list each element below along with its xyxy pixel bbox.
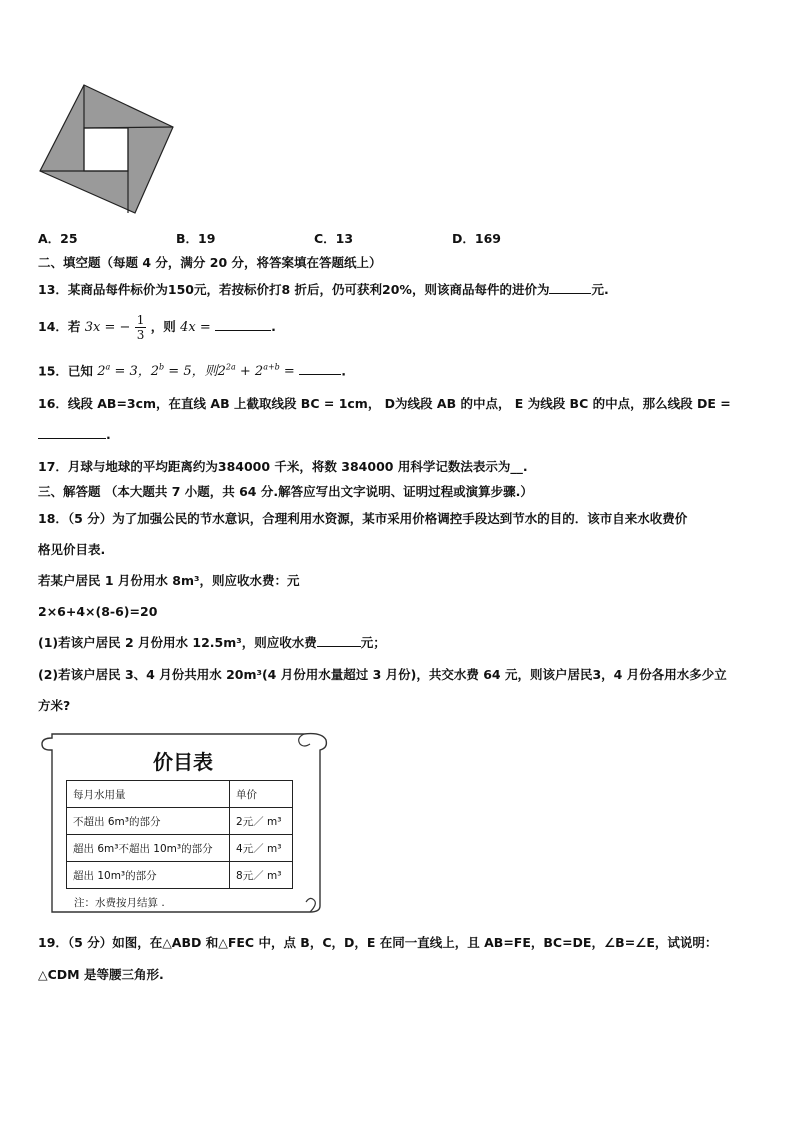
q18-part-2-line-1: (2)若该户居民 3、4 月份共用水 20m³(4 月份用水量超过 3 月份)，共交水费 64 元，则该户居民3，4 月份各用水多少立 xyxy=(38,667,727,682)
q15-suffix: . xyxy=(341,363,346,379)
q14-fraction-numerator: 1 xyxy=(136,313,145,327)
table-row xyxy=(67,835,293,862)
price-table xyxy=(66,780,293,889)
question-13 xyxy=(38,281,609,299)
q14-equation-right: 4x = xyxy=(180,320,211,335)
question-16-line-1: 16．线段 AB=3cm，在直线 AB 上截取线段 BC = 1cm， D为线段 AB 的中点， E 为线段 BC 的中点，那么线段 DE = xyxy=(38,396,731,411)
q18-part-1-text: (1)若该户居民 2 月份用水 12.5m³，则应收水费 xyxy=(38,635,317,650)
q15-term-3: $2^{2a}$ + xyxy=(217,363,255,380)
q15-prefix: 15．已知 xyxy=(38,363,93,379)
option-b: B．19 xyxy=(176,231,216,246)
price-table-title: 价目表 xyxy=(153,750,213,774)
q14-mid: ，则 xyxy=(150,319,176,334)
price-cell: 2元／ m³ xyxy=(230,808,293,835)
question-16-line-2 xyxy=(38,426,111,444)
question-14 xyxy=(38,312,276,343)
q13-answer-blank xyxy=(549,281,591,294)
usage-cell: 不超出 6m³的部分 xyxy=(67,808,230,835)
q18-line-3: 若某户居民 1 月份用水 8m³，则应收水费：元 xyxy=(38,573,300,588)
section-3-heading: 三、解答题 （本大题共 7 小题，共 64 分.解答应写出文字说明、证明过程或演算步骤.） xyxy=(38,484,533,499)
usage-cell: 超出 6m³不超出 10m³的部分 xyxy=(67,835,230,862)
question-15 xyxy=(38,359,346,381)
q18-part-1-suffix: 元； xyxy=(360,635,386,650)
q16-answer-blank xyxy=(38,426,106,439)
q14-prefix: 14．若 xyxy=(38,319,81,334)
table-row xyxy=(67,808,293,835)
q18-line-1: 18．（5 分）为了加强公民的节水意识，合理利用水资源，某市采用价格调控手段达到节水的目的．该市自来水收费价 xyxy=(38,511,688,526)
usage-cell: 超出 10m³的部分 xyxy=(67,862,230,889)
option-a: A．25 xyxy=(38,231,78,246)
q14-equation-left: 3x = − xyxy=(84,320,131,335)
price-cell: 8元／ m³ xyxy=(230,862,293,889)
question-17: 17．月球与地球的平均距离约为384000 千米，将数 384000 用科学记数法表示为__. xyxy=(38,459,528,474)
price-table-note: 注：水费按月结算 . xyxy=(74,897,165,909)
q18-part-2-line-2: 方米? xyxy=(38,698,71,713)
q18-part-1 xyxy=(38,634,386,652)
q19-line-2: △CDM 是等腰三角形. xyxy=(38,967,164,982)
q13-text: 13．某商品每件标价为150元，若按标价打8 折后，仍可获利20%，则该商品每件的进价为 xyxy=(38,282,550,297)
q15-term-2: $2^b = 5$，则 xyxy=(150,363,218,380)
q18-line-4: 2×6+4×(8-6)=20 xyxy=(38,604,158,619)
q15-term-1: $2^a = 3$， xyxy=(97,363,151,380)
q15-answer-blank xyxy=(299,362,341,375)
q14-fraction xyxy=(135,313,147,342)
q14-answer-blank xyxy=(215,318,271,331)
q14-fraction-denominator: 3 xyxy=(136,328,145,342)
table-header-row xyxy=(67,781,293,808)
price-cell: 4元／ m³ xyxy=(230,835,293,862)
header-unit-price: 单价 xyxy=(230,781,293,808)
q19-line-1: 19．（5 分）如图，在△ABD 和△FEC 中，点 B，C，D，E 在同一直线上，且 AB=FE，BC=DE，∠B=∠E，试说明： xyxy=(38,935,718,950)
pinwheel-square-figure xyxy=(36,80,176,216)
q16-suffix: . xyxy=(106,427,111,442)
q18-line-2: 格见价目表. xyxy=(38,542,106,557)
option-d: D．169 xyxy=(452,231,501,246)
option-c: C．13 xyxy=(314,231,354,246)
price-table-scroll xyxy=(38,728,328,920)
table-row xyxy=(67,862,293,889)
q18-part-1-blank xyxy=(317,634,361,647)
q14-suffix: . xyxy=(271,319,276,334)
header-usage: 每月水用量 xyxy=(67,781,230,808)
section-2-heading: 二、填空题（每题 4 分，满分 20 分，将答案填在答题纸上） xyxy=(38,255,382,270)
q15-term-4: $2^{a+b}$ = xyxy=(254,363,295,380)
q13-suffix: 元. xyxy=(591,282,609,297)
